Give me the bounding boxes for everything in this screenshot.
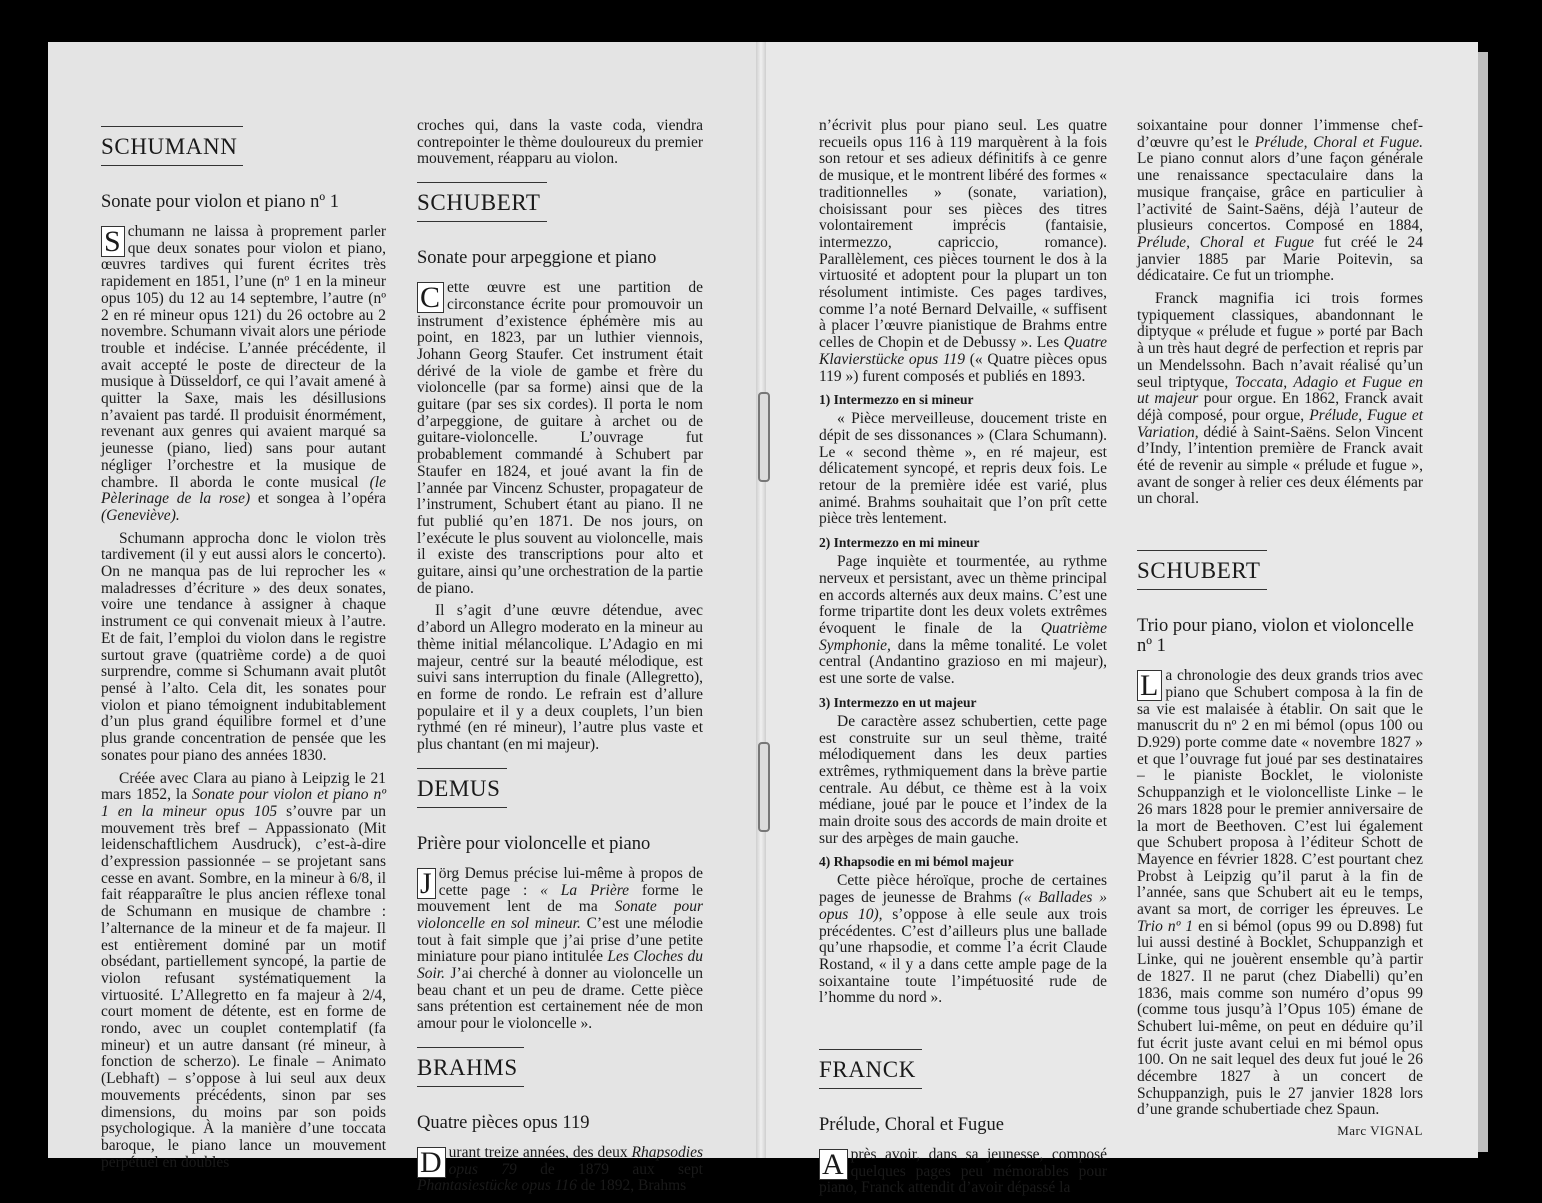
- text-italic: Rhapsodies opus 79: [448, 1143, 703, 1178]
- text: près avoir, dans sa jeunesse, composé quelques pages peu mémorables pour piano, Franck attendit d’avoir dépassé la: [819, 1146, 1107, 1197]
- paragraph-schumann-3-cont: croches qui, dans la vaste coda, viendra contrepointer le thème douloureux du premier mouvement, réapparu au violon.: [417, 117, 703, 168]
- text-italic: Quatre Klavierstücke opus 119: [819, 334, 1108, 368]
- paragraph-schumann-1: [101, 224, 386, 525]
- text: soixantaine pour donner l’immense chef-d’œuvre qu’est le: [1137, 117, 1423, 151]
- paragraph-rhapsodie: [819, 873, 1107, 1007]
- text: Franck magnifia ici trois formes typiquement classiques, abandonnant le diptyque « prélude et fugue » porté par Bach à un très haut degré de perfection et repris par un Mendelssohn. Bach n’avait réalisé qu’un seul triptyque,: [1137, 290, 1423, 391]
- work-title-trio: Trio pour piano, violon et violoncelle nº 1: [1137, 616, 1414, 657]
- text-italic: Prélude, Choral et Fugue: [1137, 233, 1315, 251]
- staple-top: [758, 392, 770, 482]
- text-italic: Trio nº 1: [1137, 917, 1194, 935]
- text: s’oppose à elle seule aux trois précédentes. C’est d’ailleurs plus une ballade qu’une rhapsodie, et comme l’a écrit Claude Rostand, « il y a dans cette ample page de la soixantaine toute l’impétuosité rude de l’homme du nord ».: [819, 905, 1107, 1007]
- text: fut créé le 24 janvier 1885 par Marie Poitevin, sa dédicataire. Ce fut un triomphe.: [1137, 233, 1423, 285]
- text: Le piano connut alors d’une façon générale une renaissance spectaculaire dans la musique française, grâce en particulier à l’activité de Saint-Saëns, déjà l’auteur de plusieurs concertos. Composé en 1884,: [1137, 150, 1423, 235]
- subhead-intermezzo-1: 1) Intermezzo en si mineur: [819, 392, 974, 408]
- paragraph-intermezzo-2: [819, 554, 1107, 688]
- column-3: [819, 118, 1107, 1197]
- paragraph-arpeggione-1: [417, 280, 703, 597]
- paragraph-franck-2: [1137, 291, 1423, 508]
- text: dédié à Saint-Saëns. Selon Vincent d’Indy, l’intention première de Franck avait été de revenir au simple « prélude et fugue », avant de songer à relier ces deux éléments par un choral.: [1137, 423, 1423, 508]
- text-italic: Sonate pour violoncelle en sol mineur.: [417, 898, 703, 932]
- composer-heading-demus: DEMUS: [417, 768, 507, 808]
- booklet-gutter: [756, 42, 766, 1158]
- composer-heading-schubert-2: SCHUBERT: [1137, 550, 1267, 590]
- column-1: [101, 118, 386, 1171]
- text: dans la même tonalité. Le volet central (Andantino grazioso en mi majeur), est une sorte de valse.: [819, 636, 1108, 688]
- text-italic: Quatrième Symphonie,: [819, 619, 1108, 654]
- text: en si bémol (opus 99 ou D.898) fut lui aussi destiné à Bocklet, Schuppanzigh et Linke, qui ne jouèrent ensemble qu’à partir de 1827. Il ne parut (chez Diabelli) qu’en 1836, mais comme son numéro d’opus 99 (comme tous jusqu’à l’Opus 105) émane de Schubert lui-même, on peut en déduire qu’il fut écrit juste avant celui en mi bémol opus 100. On ne sait lequel des deux fut joué le 26 décembre 1827 à un concert de Schuppanzigh, puis le 27 janvier 1828 lors d’une grande schubertiade chez Spaun.: [1137, 917, 1423, 1119]
- text: n’écrivit plus pour piano seul. Les quatre recueils opus 116 à 119 marquèrent à la fois son retour et ses adieux définitifs à ce genre de musique, et le montrent libéré des formes « traditionnelles » (sonate, variation), choisissant pour ses pièces des titres volontairement imprécis (fantaisie, intermezzo, capriccio, romance). Parallèlement, ces pièces tournent le dos à la virtuosité et adoptent pour la plupart un ton résolument intimiste. Ces pages tardives, comme l’a noté Bernard Delvaille, « suffisent à placer l’œuvre pianistique de Brahms entre celles de Chopin et de Debussy ». Les: [819, 117, 1107, 352]
- paragraph-intermezzo-3: De caractère assez schubertien, cette page est construite sur un seul thème, traité mélodiquement dans les deux parties extrêmes, rythmiquement dans la brève partie centrale. Au début, ce thème est à la voix médiane, joué par le pouce et l’index de la main droite sous des accords de main droite et sur des arpèges de main gauche.: [819, 712, 1107, 847]
- paragraph-brahms-1-cont: [819, 118, 1107, 385]
- paragraph-demus: [417, 866, 703, 1033]
- text-italic: Les Cloches du Soir.: [417, 948, 704, 983]
- composer-heading-franck: FRANCK: [819, 1049, 922, 1089]
- text: Page inquiète et tourmentée, au rythme nerveux et persistant, avec un thème principal en accords alternés aux deux mains. C’est une forme tripartite dont les deux volets extrêmes évoquent le finale de la: [819, 553, 1107, 637]
- work-title-brahms: Quatre pièces opus 119: [417, 1112, 590, 1133]
- text-italic: Prélude, Choral et Fugue.: [1254, 133, 1423, 151]
- text: urant treize années, des deux: [448, 1143, 628, 1161]
- text-italic: Toccata, Adagio et Fugue en ut majeur: [1137, 373, 1424, 408]
- author-signature: Marc VIGNAL: [1337, 1123, 1423, 1139]
- text: de 1892, Brahms: [580, 1177, 687, 1195]
- paragraph-franck-1-cont: [1137, 118, 1423, 285]
- text-italic: « La Prière: [540, 881, 630, 899]
- text: (« Quatre pièces opus 119 ») furent composés et publiés en 1893.: [819, 350, 1108, 385]
- text: Créée avec Clara au piano à Leipzig le 21 mars 1852, la: [101, 769, 386, 804]
- text: s’ouvre par un mouvement très bref – Appassionato (Mit leidenschaftlichem Ausdruck), c’est-à-dire d’expression passionnée – se projetant sans cesse en avant. Sombre, en la mineur à 6/8, il fait réapparaître le plus ancien réflexe tonal de Schumann en musique de chambre : l’alternance de la mineur et de fa majeur. Il est entièrement dominé par un motif obsédant, partiellement syncopé, la partie de violon refusant systématiquement la virtuosité. L’Allegretto en fa majeur à 2/4, court moment de détente, est en forme de rondo, avec un couplet contemplatif (fa mineur) et un autre dansant (ré mineur, à fonction de scherzo). Le finale – Animato (Lebhaft) – s’oppose à lui seul aux deux mouvements précédents, sinon par ses dimensions, du moins par son poids psychologique. À la manière d’une toccata baroque, le piano lance un mouvement perpétuel en doubles: [101, 802, 386, 1171]
- text-italic: Prélude, Fugue et Variation,: [1137, 406, 1424, 441]
- text-italic: Sonate pour violon et piano nº 1 en la mineur opus 105: [101, 786, 386, 820]
- text-italic: (le Pèlerinage de la rose): [101, 473, 386, 508]
- drop-cap: A: [819, 1149, 848, 1180]
- paragraph-brahms-1: [417, 1145, 703, 1195]
- paragraph-schumann-3: [101, 771, 386, 1172]
- text: C’est une mélodie tout à fait simple que j’ai prise d’une petite miniature pour piano intitulée: [417, 914, 704, 966]
- paragraph-trio: [1137, 668, 1423, 1119]
- text: de 1879 aux sept: [540, 1160, 703, 1178]
- work-title-franck: Prélude, Choral et Fugue: [819, 1115, 1004, 1136]
- text-italic: (Geneviève).: [101, 506, 180, 524]
- column-4: [1137, 118, 1423, 1140]
- text: Cette pièce héroïque, proche de certaines pages de jeunesse de Brahms: [819, 872, 1107, 907]
- text: pour orgue. En 1862, Franck avait déjà composé, pour orgue,: [1137, 390, 1424, 424]
- column-2: [417, 118, 703, 1195]
- composer-heading-schumann: SCHUMANN: [101, 126, 243, 166]
- text-italic: (« Ballades » opus 10),: [819, 889, 1108, 923]
- work-title-schumann: Sonate pour violon et piano nº 1: [101, 192, 339, 212]
- text-italic: Phantasiestücke opus 116: [417, 1177, 577, 1195]
- text: chumann ne laissa à proprement parler que deux sonates pour violon et piano, œuvres tardives qui furent écrites très rapidement en 1851, l’une (nº 1 en la mineur opus 105) du 12 au 14 septembre, l’autre (nº 2 en ré mineur opus 121) du 26 octobre au 2 novembre. Schumann vivait alors une période trouble et indécise. L’année précédente, il avait accepté le poste de directeur de la musique à Düsseldorf, ce qui l’avait amené à quitter la Saxe, mais les désillusions n’avaient pas tardé. Il produisit énormément, revenant aux genres qui avaient marqué sa jeunesse (piano, lied) sans pour autant négliger l’orchestre et la musique de chambre. Il aborda le conte musical: [101, 223, 386, 491]
- subhead-intermezzo-3: 3) Intermezzo en ut majeur: [819, 694, 977, 710]
- text: et songea à l’opéra: [257, 490, 386, 508]
- page-edge: [1478, 52, 1488, 1152]
- paragraph-arpeggione-2: Il s’agit d’une œuvre détendue, avec d’abord un Allegro moderato en la mineur au thème initial mélancolique. L’Adagio en mi majeur, centré sur la beauté mélodique, est suivi sans interruption du finale (Allegretto), en forme de rondo. Le refrain est d’allure populaire et il y a deux couplets, l’un bien rythmé (en ré mineur), l’autre plus vaste et plus chantant (en mi majeur).: [417, 602, 703, 754]
- drop-cap: D: [417, 1147, 446, 1178]
- work-title-demus: Prière pour violoncelle et piano: [417, 833, 651, 854]
- text: forme le mouvement lent de ma: [417, 881, 703, 916]
- composer-heading-schubert: SCHUBERT: [417, 182, 547, 222]
- drop-cap: S: [101, 226, 125, 257]
- drop-cap: J: [417, 868, 436, 899]
- paragraph-intermezzo-1: « Pièce merveilleuse, doucement triste en dépit de ses dissonances » (Clara Schumann). Le « second thème », en ré majeur, est délicatement syncopé, et repris deux fois. Le retour de la première idée est varié, plus animé. Brahms souhaitait que l’on prît cette pièce très lentement.: [819, 410, 1107, 528]
- drop-cap: L: [1137, 670, 1162, 701]
- subhead-rhapsodie: 4) Rhapsodie en mi bémol majeur: [819, 854, 1014, 870]
- subhead-intermezzo-2: 2) Intermezzo en mi mineur: [819, 535, 980, 551]
- text: ette œuvre est une partition de circonstance écrite pour promouvoir un instrument d’existence éphémère mis au point, en 1823, par un luthier viennois, Johann Georg Staufer. Cet instrument était dérivé de la viole de gambe et frère du violoncelle (par sa forme) ainsi que de la guitare (par ses six cordes). Il porta le nom d’arpeggione, de guitare à archet ou de guitare-violoncelle. L’ouvrage fut probablement commandé à Schubert par Staufer en 1824, et joué avant la fin de l’année par Vincenz Schuster, propagateur de l’instrument, Schubert étant au piano. Il ne fut publié qu’en 1871. De nos jours, on l’exécute le plus souvent au violoncelle, mais il existe des transcriptions pour alto et guitare, ainsi qu’une orchestration de la partie de piano.: [417, 279, 703, 597]
- text: J’ai cherché à donner au violoncelle un beau chant et un peu de drame. Cette pièce sans prétention est certainement née de mon amour pour le violoncelle ».: [417, 965, 704, 1033]
- staple-bottom: [758, 742, 770, 832]
- composer-heading-brahms: BRAHMS: [417, 1047, 524, 1087]
- drop-cap: C: [417, 282, 444, 313]
- work-title-arpeggione: Sonate pour arpeggione et piano: [417, 248, 657, 269]
- text: a chronologie des deux grands trios avec piano que Schubert composa à la fin de sa vie est malaisée à établir. On sait que le manuscrit du nº 2 en mi bémol (opus 100 ou D.929) porte comme date « novembre 1827 » et que l’ouvrage fut joué par ses destinataires – le pianiste Bocklet, le violoniste Schuppanzigh et le violoncelliste Linke – le 26 mars 1828 pour le premier anniversaire de la mort de Beethoven. C’est lui également que Schubert proposa à l’éditeur Schott de Mayence en février 1828. C’est pourtant chez Probst à Leipzig qu’il parut à la fin de l’année, sans que Schubert ait eu le temps, avant sa mort, de corriger les épreuves. Le: [1137, 667, 1423, 919]
- paragraph-franck-1: [819, 1147, 1107, 1197]
- text: örg Demus précise lui-même à propos de cette page :: [438, 864, 703, 899]
- paragraph-schumann-2: Schumann approcha donc le violon très tardivement (il y eut aussi alors le concerto). On ne manqua pas de lui reprocher les « maladresses d’écriture » des deux sonates, voire une tendance à assigner à chaque instrument ce qui convenait mieux à l’autre. Et de fait, l’emploi du violon dans le registre surtout grave (quatrième corde) a de quoi surprendre, comme si Schumann avait plutôt pensé à l’alto. Cela dit, les sonates pour violon et piano témoignent indubitablement d’un plus grand équilibre formel et d’une plus grande concentration de pensée que les sonates pour piano des années 1830.: [101, 529, 386, 764]
